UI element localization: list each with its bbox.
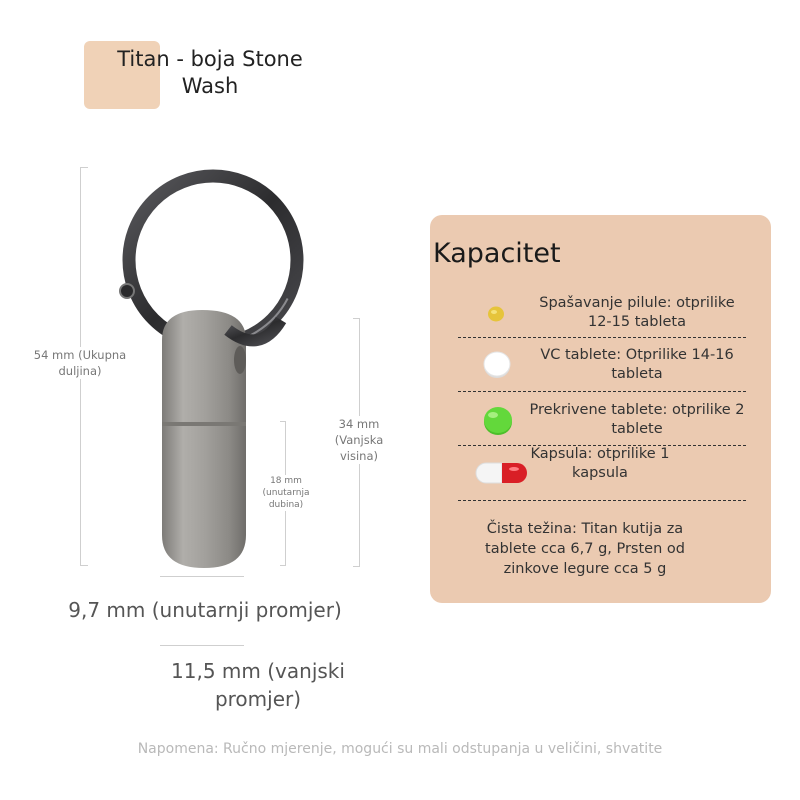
measurement-note: Napomena: Ručno mjerenje, mogući su mali odstupanja u veličini, shvatite	[137, 741, 663, 757]
green-coated-tablet-icon	[482, 405, 514, 437]
net-weight-text: Čista težina: Titan kutija za tablete cca 6,7 g, Prsten od zinkove legure cca 5 g	[485, 521, 685, 577]
inner-depth-tick-top	[280, 421, 286, 422]
total-length-label: 54 mm (Ukupna duljina)	[22, 347, 138, 379]
capsule-icon	[472, 460, 530, 486]
capacity-separator	[458, 500, 746, 501]
total-length-tick-top	[80, 167, 88, 168]
outer-diameter-line	[160, 645, 244, 646]
total-length-tick-bottom	[80, 565, 88, 566]
capacity-item-coated-tablets: Prekrivene tablete: otprilike 2 tablete	[529, 402, 745, 437]
capacity-item-capsule: Kapsula: otprilike 1 kapsula	[530, 446, 670, 481]
inner-diameter-label: 9,7 mm (unutarnji promjer)	[68, 598, 342, 622]
outer-height-label: 34 mm (Vanjska visina)	[320, 416, 398, 464]
outer-height-tick-top	[353, 318, 360, 319]
inner-diameter-line	[160, 576, 244, 577]
capacity-title: Kapacitet	[433, 238, 561, 269]
capacity-separator	[458, 337, 746, 338]
small-yellow-pill-icon	[486, 304, 506, 324]
inner-depth-label: 18 mm (unutarnja dubina)	[255, 475, 317, 511]
outer-diameter-label: 11,5 mm (vanjski promjer)	[171, 659, 345, 711]
capacity-item-rescue-pill: Spašavanje pilule: otprilike 12-15 tableta	[539, 295, 735, 330]
white-tablet-icon	[482, 350, 512, 380]
outer-height-tick-bottom	[353, 566, 360, 567]
capacity-item-vc-tablets: VC tablete: Otprilike 14-16 tableta	[540, 347, 734, 382]
variant-title: Titan - boja Stone Wash	[117, 47, 303, 98]
capacity-separator	[458, 391, 746, 392]
inner-depth-tick-bottom	[280, 565, 286, 566]
